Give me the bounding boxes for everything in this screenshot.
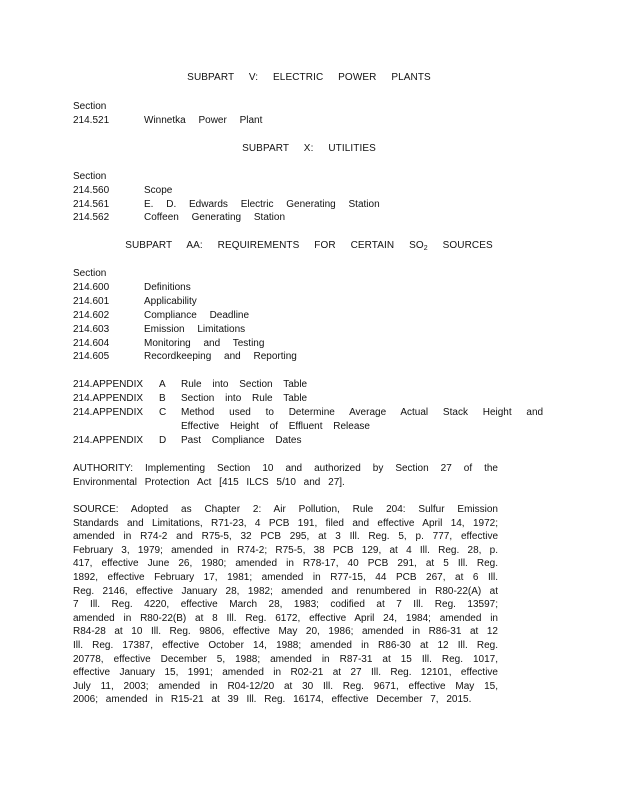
section-title: Coffeen Generating Station bbox=[144, 212, 286, 223]
authority-note: AUTHORITY: Implementing Section 10 and authorized by Section 27 of the Environmental Protection Act [415 ILCS 5/10 and 27]. bbox=[73, 463, 498, 488]
section-title: E. D. Edwards Electric Generating Station bbox=[144, 199, 380, 210]
appendix-title: Section into Rule Table bbox=[181, 393, 308, 404]
appendix-title-continued: Effective Height of Effluent Release bbox=[181, 421, 370, 432]
appendix-letter: D bbox=[159, 435, 167, 446]
section-title: Monitoring and Testing bbox=[144, 338, 265, 349]
section-number: 214.521 bbox=[73, 115, 110, 126]
section-number: 214.603 bbox=[73, 324, 110, 335]
appendix-number: 214.APPENDIX bbox=[73, 435, 144, 446]
subpart-aa-heading bbox=[0, 240, 618, 252]
section-label: Section bbox=[73, 101, 107, 112]
section-title: Applicability bbox=[144, 296, 197, 307]
section-number: 214.605 bbox=[73, 351, 110, 362]
section-number: 214.562 bbox=[73, 212, 110, 223]
appendix-title: Method used to Determine Average Actual Stack Height and bbox=[181, 407, 544, 418]
appendix-letter: C bbox=[159, 407, 167, 418]
section-title: Emission Limitations bbox=[144, 324, 246, 335]
subpart-aa-heading-end: SOURCES bbox=[427, 240, 493, 251]
appendix-letter: B bbox=[159, 393, 166, 404]
section-title: Scope bbox=[144, 185, 173, 196]
subpart-x-heading: SUBPART X: UTILITIES bbox=[242, 143, 376, 154]
appendix-letter: A bbox=[159, 379, 166, 390]
section-number: 214.602 bbox=[73, 310, 110, 321]
section-title: Winnetka Power Plant bbox=[144, 115, 263, 126]
section-label: Section bbox=[73, 171, 107, 182]
section-title: Definitions bbox=[144, 282, 191, 293]
section-number: 214.600 bbox=[73, 282, 110, 293]
section-label: Section bbox=[73, 268, 107, 279]
subscript-two: 2 bbox=[423, 245, 428, 252]
appendix-number: 214.APPENDIX bbox=[73, 407, 144, 418]
appendix-number: 214.APPENDIX bbox=[73, 379, 144, 390]
subpart-v-heading: SUBPART V: ELECTRIC POWER PLANTS bbox=[187, 72, 431, 83]
appendix-number: 214.APPENDIX bbox=[73, 393, 144, 404]
section-number: 214.561 bbox=[73, 199, 110, 210]
section-number: 214.560 bbox=[73, 185, 110, 196]
section-number: 214.604 bbox=[73, 338, 110, 349]
appendix-title: Past Compliance Dates bbox=[181, 435, 302, 446]
subpart-aa-heading-main: SUBPART AA: REQUIREMENTS FOR CERTAIN SO bbox=[125, 240, 424, 251]
section-title: Recordkeeping and Reporting bbox=[144, 351, 297, 362]
source-note: SOURCE: Adopted as Chapter 2: Air Pollution, Rule 204: Sulfur Emission Standards and Limitations, R71-23, 4 PCB 191, filed and effective April 14, 1972; amended in R74-2 and R75-5, 32 PCB 295, at 3 Ill. Reg. 5, p. 777, effective February 3, 1979; amended in R74-2; R75-5, 38 PCB 129, at 4 Ill. Reg. 28, p. 417, effective June 26, 1980; amended in R78-17, 40 PCB 291, at 5 Ill. Reg. 1892, effective February 17, 1981; amended in R77-15, 44 PCB 267, at 6 Ill. Reg. 2146, effective January 28, 1982; amended and renumbered in R80-22(A) at 7 Ill. Reg. 4220, effective March 28, 1983; codified at 7 Ill. Reg. 13597; amended in R80-22(B) at 8 Ill. Reg. 6172, effective April 24, 1984; amended in R84-28 at 10 Ill. Reg. 9806, effective May 20, 1986; amended in R86-31 at 12 Ill. Reg. 17387, effective October 14, 1988; amended in R86-30 at 12 Ill. Reg. 20778, effective December 5, 1988; amended in R87-31 at 15 Ill. Reg. 1017, effective January 15, 1991; amended in R02-21 at 27 Ill. Reg. 12101, effective July 11, 2003; amended in R04-12/20 at 30 Ill. Reg. 9671, effective May 15, 2006; amended in R15-21 at 39 Ill. Reg. 16174, effective December 7, 2015. bbox=[73, 504, 498, 706]
appendix-title: Rule into Section Table bbox=[181, 379, 308, 390]
section-title: Compliance Deadline bbox=[144, 310, 250, 321]
section-number: 214.601 bbox=[73, 296, 110, 307]
